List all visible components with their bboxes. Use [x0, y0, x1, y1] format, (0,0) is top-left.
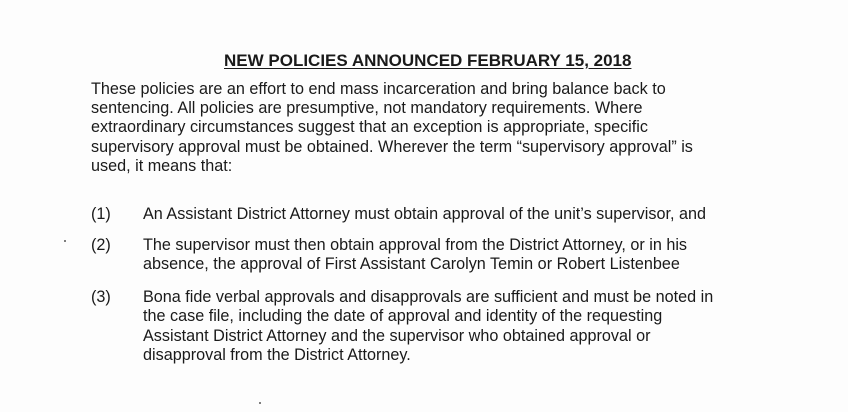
- scan-speck: [64, 240, 66, 242]
- intro-line: supervisory approval must be obtained. Wherever the term “supervisory approval” is: [91, 137, 693, 156]
- intro-line: used, it means that:: [91, 156, 233, 175]
- document-title: NEW POLICIES ANNOUNCED FEBRUARY 15, 2018: [224, 51, 632, 70]
- list-item-line: Bona fide verbal approvals and disapprovals are sufficient and must be noted in: [143, 288, 714, 306]
- list-item-text: [143, 205, 803, 224]
- list-item-line: The supervisor must then obtain approval from the District Attorney, or in his: [143, 236, 688, 254]
- list-item-number: (1): [91, 205, 111, 223]
- intro-line: extraordinary circumstances suggest that an exception is appropriate, specific: [91, 118, 648, 137]
- list-item-text: [143, 288, 803, 366]
- intro-line: These policies are an effort to end mass incarceration and bring balance back to: [91, 80, 666, 98]
- list-item-line: absence, the approval of First Assistant Carolyn Temin or Robert Listenbee: [143, 255, 680, 274]
- list-item-line: An Assistant District Attorney must obtain approval of the unit’s supervisor, and: [143, 205, 706, 223]
- list-item-text: [143, 236, 803, 275]
- list-item-number: (2): [91, 236, 111, 254]
- list-item-line: disapproval from the District Attorney.: [143, 346, 411, 365]
- intro-line: sentencing. All policies are presumptive, not mandatory requirements. Where: [91, 99, 643, 118]
- list-item-line: the case file, including the date of approval and identity of the requesting: [143, 307, 663, 326]
- scan-speck: [259, 402, 261, 404]
- list-item-line: Assistant District Attorney and the supervisor who obtained approval or: [143, 326, 651, 345]
- list-item-number: (3): [91, 288, 111, 306]
- intro-paragraph: [91, 80, 771, 176]
